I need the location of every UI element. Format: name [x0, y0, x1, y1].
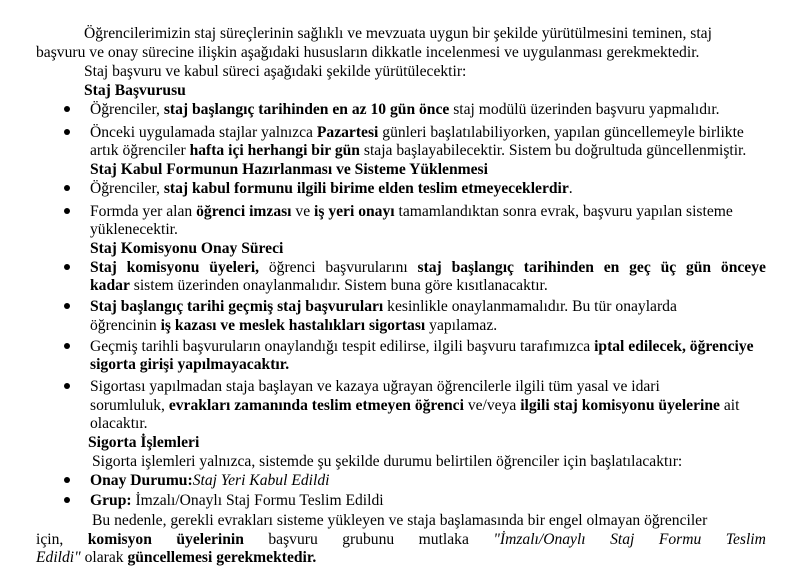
list-item-continuation: yüklenecektir.: [90, 221, 178, 238]
section-heading-sigorta: Sigorta İşlemleri: [88, 434, 200, 451]
list-item: Öğrenciler, staj kabul formunu ilgili birime elden teslim etmeyeceklerdir.: [90, 180, 573, 197]
intro-line-3: Staj başvuru ve kabul süreci aşağıdaki şekilde yürütülecektir:: [84, 63, 467, 80]
closing-line-3: Edildi" olarak güncellemesi gerekmektedir.: [36, 549, 317, 566]
intro-line-1: Öğrencilerimizin staj süreçlerinin sağlıklı ve mevzuata uygun bir şekilde yürütülmesini teminen, staj: [84, 25, 712, 42]
bullet-icon: [64, 383, 70, 389]
list-item: Staj başlangıç tarihi geçmiş staj başvuruları kesinlikle onaylanmamalıdır. Bu tür onaylarda: [90, 298, 677, 315]
list-item: Sigortası yapılmadan staja başlayan ve kazaya uğrayan öğrencilerle ilgili tüm yasal ve idari: [90, 378, 660, 395]
list-item-onay-durumu: Onay Durumu:Staj Yeri Kabul Edildi: [90, 472, 330, 489]
list-item: Staj komisyonu üyeleri, öğrenci başvurularını staj başlangıç tarihinden en geç üç gün önceye: [90, 259, 766, 276]
list-item-continuation: artık öğrenciler hafta içi herhangi bir gün staja başlayabilecektir. Sistem bu doğrultuda güncellenmiştir.: [90, 142, 747, 159]
list-item: Önceki uygulamada stajlar yalnızca Pazartesi günleri başlatılabiliyorken, yapılan güncellemeyle birlikte: [90, 124, 744, 141]
bullet-icon: [64, 129, 70, 135]
list-item: Öğrenciler, staj başlangıç tarihinden en az 10 gün önce staj modülü üzerinden başvuru yapmalıdır.: [90, 101, 720, 118]
closing-line-2: için, komisyon üyelerinin başvuru grubunu mutlaka "İmzalı/Onaylı Staj Formu Teslim: [36, 531, 766, 548]
list-item-continuation: öğrencinin iş kazası ve meslek hastalıkları sigortası yapılamaz.: [90, 317, 498, 334]
list-item: Formda yer alan öğrenci imzası ve iş yeri onayı tamamlandıktan sonra evrak, başvuru yapılan sisteme: [90, 203, 733, 220]
bullet-icon: [64, 264, 70, 270]
section-heading-staj-basvurusu: Staj Başvurusu: [84, 82, 186, 99]
list-item-grup: Grup: İmzalı/Onaylı Staj Formu Teslim Edildi: [90, 492, 384, 509]
section-heading-komisyon: Staj Komisyonu Onay Süreci: [90, 240, 284, 257]
bullet-icon: [64, 106, 70, 112]
bullet-icon: [64, 477, 70, 483]
intro-line-2: başvuru ve onay sürecine ilişkin aşağıdaki hususların dikkatle incelenmesi ve uygulanması gerekmektedir.: [36, 44, 700, 61]
bullet-icon: [64, 185, 70, 191]
bullet-icon: [64, 208, 70, 214]
list-item-continuation: sorumluluk, evrakları zamanında teslim etmeyen öğrenci ve/veya ilgili staj komisyonu üyelerine ait: [90, 397, 740, 414]
list-item-continuation: sigorta girişi yapılmayacaktır.: [90, 356, 290, 373]
list-item-continuation: olacaktır.: [90, 415, 148, 432]
section-heading-kabul-formu: Staj Kabul Formunun Hazırlanması ve Sisteme Yüklenmesi: [90, 161, 488, 178]
bullet-icon: [64, 497, 70, 503]
bullet-icon: [64, 303, 70, 309]
closing-line-1: Bu nedenle, gerekli evrakları sisteme yükleyen ve staja başlamasında bir engel olmayan öğrenciler: [92, 512, 708, 529]
list-item: Geçmiş tarihli başvuruların onaylandığı tespit edilirse, ilgili başvuru tarafımızca iptal edilecek, öğrenciye: [90, 338, 754, 355]
bullet-icon: [64, 343, 70, 349]
list-item-continuation: kadar sistem üzerinden onaylanmalıdır. Sistem buna göre kısıtlanacaktır.: [90, 277, 548, 294]
section-intro: Sigorta işlemleri yalnızca, sistemde şu şekilde durumu belirtilen öğrenciler için başlatılacaktır:: [92, 453, 683, 470]
